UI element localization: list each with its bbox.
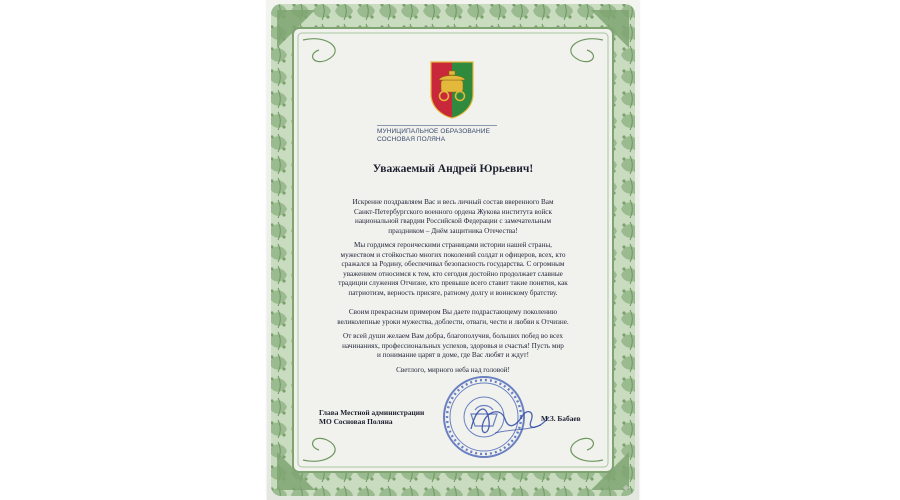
text-line: мужеством и стойкостью многих поколений солдат и офицеров, всех, кто (340, 250, 566, 259)
organization-line: СОСНОВАЯ ПОЛЯНА (377, 136, 446, 143)
organization-line: МУНИЦИПАЛЬНОЕ ОБРАЗОВАНИЕ (377, 128, 491, 135)
text-line: и понимание царят в доме, где Вас любят и ждут! (377, 351, 529, 360)
text-line: патриотизм, верность присяге, ратному долгу и воинскому братству. (348, 288, 558, 297)
text-line: сражался за Родину, обеспечивал безопасность государства. С огромным (341, 260, 565, 269)
text-line: великолепные уроки мужества, доблести, отваги, чести и любви к Отчизне. (337, 317, 569, 326)
text-line: От всей души желаем Вам добра, благополучия, больших побед во всех (343, 332, 563, 340)
text-line: уважением относимся к тем, кто сегодня достойно продолжает славные (343, 269, 563, 278)
text-line: Светлого, мирного неба над головой! (396, 366, 510, 374)
text-line: Искренне поздравляем Вас и весь личный состав вверенного Вам (352, 198, 554, 206)
paragraph-wishes (313, 332, 593, 361)
salutation: Уважаемый Андрей Юрьевич! (372, 163, 534, 175)
coat-of-arms-icon (427, 60, 477, 120)
paragraph-congratulation (313, 198, 593, 236)
paragraph-history (313, 241, 593, 299)
organization-rule (377, 125, 497, 126)
organization-name (377, 128, 537, 144)
text-line: Мы гордимся героическими страницами истории нашей страны, (354, 241, 552, 249)
paragraph-example (313, 308, 593, 327)
text-line: традиции служения Отчизне, кто превыше всего ставит такие понятия, как (338, 279, 568, 288)
signatory-name: М.З. Бабаев (541, 414, 581, 423)
corner-mark-icon: ◆ (622, 483, 629, 492)
text-line: Своим прекрасным примером Вы даете подрастающему поколению (348, 308, 558, 316)
text-line: Санкт-Петербургского военного ордена Жукова института войск (354, 207, 552, 216)
signatory-title-line: МО Сосновая Поляна (319, 417, 393, 427)
signatory-title (319, 408, 449, 427)
text-line: начинаниях, профессиональных успехов, здоровья и счастья! Пусть мир (342, 341, 564, 350)
certificate-sheet (267, 0, 639, 500)
text-line: праздником – Днём защитника Отечества! (388, 226, 518, 235)
text-line: национальной гвардии Российской Федерации с замечательным (354, 217, 552, 226)
signatory-title-line: Глава Местной администрации (319, 408, 425, 417)
